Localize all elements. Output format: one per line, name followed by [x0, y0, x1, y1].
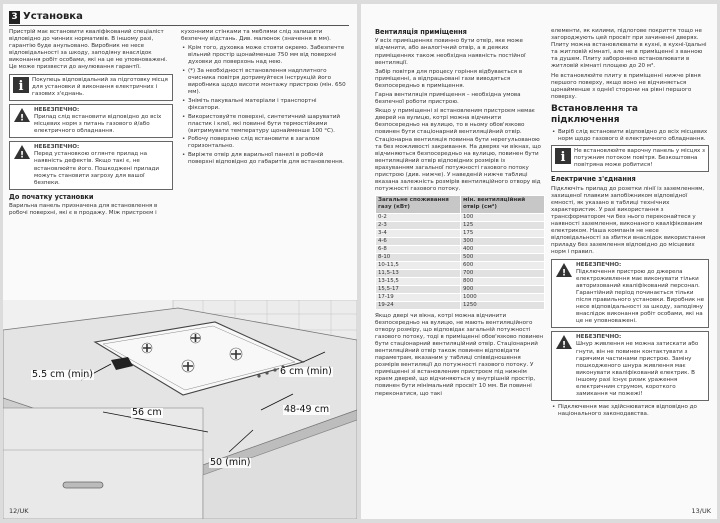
- table-row: [376, 285, 545, 293]
- page-number: 12/UK: [9, 506, 29, 515]
- section-title: Встановлення та підключення: [551, 103, 638, 126]
- table-header: мін. вентиляційний отвір (см²): [460, 196, 544, 213]
- gas-consumption-cell: 8-10: [376, 253, 461, 261]
- vent-opening-cell: 100: [460, 213, 544, 221]
- table-row: [376, 277, 545, 285]
- info-notice-text: Покупець відповідальний за підготовку місця для установки й виконання електричних і газових з'єднань.: [32, 76, 168, 97]
- svg-text:!: !: [561, 268, 567, 278]
- table-row: [376, 269, 545, 277]
- table-row: [376, 221, 545, 229]
- warning-triangle-icon: [555, 262, 573, 281]
- info-icon: [555, 148, 571, 167]
- svg-text:!: !: [19, 113, 25, 123]
- warning-text: Перед установкою оглянте прилад на наявність дефектів. Якщо такі є, не встановлюйте його. Пошкоджені прилади можуть становити загрозу для вашої безпеки.: [34, 151, 160, 186]
- vent-opening-cell: 1000: [460, 293, 544, 301]
- list-item: • Виріжте отвір для варильної панелі в робочій поверхні відповідно до габаритів для встановлення.: [181, 152, 349, 166]
- vent-opening-cell: 700: [460, 269, 544, 277]
- bullet-list: [551, 404, 709, 418]
- gas-consumption-cell: 10-11,5: [376, 261, 461, 269]
- table-row: [376, 301, 545, 309]
- dimension-label: 48-49 cm: [284, 404, 330, 415]
- ventilation-table: [375, 195, 545, 309]
- paragraph: Якщо у приміщенні зі встановленим пристроєм немає дверей на вулицю, котрі можна відчинити безпосередньо на вулицю, то в ньому обов'язково повинен бути стаціонарний вентиляційний отвір. Стаціонарна вентиляція повинна бути нерегульованою та без можливості закривання. На дверях чи вікнах, що відчиняються безпосередньо на вулицю, повинен бути вентиляційний отвір відповідних розмірів із врахуванням загальної потужності газового потоку пристрою (див. нижче). У наведеній нижче таблиці вказана залежність розмірів вентиляційного отвору від потужності газового потоку.: [375, 108, 541, 193]
- warning-box-2: [9, 141, 173, 190]
- table-body: [376, 213, 545, 309]
- bullet-list: [551, 129, 709, 143]
- table-row: [376, 245, 545, 253]
- gas-consumption-cell: 13-15,5: [376, 277, 461, 285]
- list-item: • Виріб слід встановити відповідно до всіх місцевих норм щодо газового й електричного обладнання.: [551, 129, 709, 143]
- right-column-2: [551, 28, 709, 506]
- left-column-2: [181, 29, 349, 299]
- warning-text: Шнур живлення не можна затискати або гнути, він не повинен контактувати з гарячими частинами пристрою. Заміну пошкодженого шнура живлення має виконувати кваліфікований електрик. В іншому разі існує ризик ураження електричним струмом, короткого замикання чи пожежі!: [576, 341, 699, 398]
- table-row: [376, 293, 545, 301]
- gas-consumption-cell: 17-19: [376, 293, 461, 301]
- list-item: • (*) За необхідності встановлення надплитного очисника повітря дотримуйтеся інструкцій його виробника щодо висоти монтажу пристрою (мін. 650 мм).: [181, 68, 349, 96]
- dimension-label: 56 cm: [132, 407, 162, 418]
- right-page: [361, 4, 717, 519]
- section-title: Установка: [23, 10, 83, 22]
- gas-consumption-cell: 4-6: [376, 237, 461, 245]
- paragraph: Гарна вентиляція приміщення – необхідна умова безпечної роботи пристрою.: [375, 92, 521, 106]
- dimension-label: 6 cm (min): [280, 366, 332, 377]
- gas-consumption-cell: 19-24: [376, 301, 461, 309]
- paragraph: Не встановлюйте плиту в приміщенні нижче рівня першого поверху, якщо воно не відчиняється щонайменше з однієї сторони на рівні першого поверху.: [551, 72, 701, 100]
- list-item: • Підключення має здійснюватися відповідно до національного законодавства.: [551, 404, 709, 418]
- dimension-label: 50 (min): [210, 457, 251, 468]
- gas-consumption-cell: 0-2: [376, 213, 461, 221]
- vent-opening-cell: 300: [460, 237, 544, 245]
- column-lead: кухонними стінками та меблями слід залишити безпечну відстань. Див. малюнок (значення в мм).: [181, 29, 331, 43]
- vent-opening-cell: 600: [460, 261, 544, 269]
- vent-opening-cell: 900: [460, 285, 544, 293]
- table-row: [376, 213, 545, 221]
- list-item: • Крім того, духовка може стояти окремо. Забезпечте вільний простір щонайменше 750 мм від поверхні духовки до поверхонь над нею.: [181, 45, 349, 66]
- subsection-paragraph: Варильна панель призначена для встановлення в робочі поверхні, які є в продажу. Між пристроєм і: [9, 203, 158, 217]
- info-notice: [9, 74, 173, 101]
- svg-text:!: !: [561, 340, 567, 351]
- header-rule: [9, 25, 349, 26]
- left-page: [3, 4, 357, 519]
- list-item: • Зніміть пакувальні матеріали і транспортні фіксатори.: [181, 98, 349, 112]
- dimension-label: 5.5 cm (min): [32, 369, 93, 380]
- gas-consumption-cell: 6-8: [376, 245, 461, 253]
- svg-text:i: i: [560, 149, 566, 164]
- paragraph: Підключіть прилад до розетки лінії із заземленням, захищеної плавким запобіжником відповідної ємності, як указано в таблиці технічних характеристик. У разі використання з трансформатором чи без нього переконайтеся у наявності заземлення, виконаного кваліфікованим електриком. Наша компанія не несе відповідальності за збитки внаслідок використання приладу без заземлення відповідно до місцевих норм і правил.: [551, 185, 706, 256]
- list-item: • Робочу поверхню слід встановити в загалом горизонтально.: [181, 136, 349, 150]
- table-row: [376, 253, 545, 261]
- table-row: [376, 237, 545, 245]
- left-column-1: [9, 29, 173, 299]
- warning-title: НЕБЕЗПЕЧНО:: [576, 334, 622, 341]
- bullet-list: [181, 45, 349, 166]
- warning-triangle-icon: [555, 334, 573, 353]
- section-header: [9, 10, 83, 24]
- installation-diagram: [3, 300, 357, 519]
- warning-triangle-icon: [13, 144, 31, 163]
- paragraph: Якщо двері чи вікна, котрі можна відчинити безпосередньо на вулицю, не мають вентиляційного отвору розміру, що відповідає загальній потужності газового потоку, тоді в приміщенні обов'язково повинен бути стаціонарний вентиляційний отвір. Стаціонарний вентиляційний отвір також повинен відповідати параметрам, вказаним у таблиці співвідношення розмірів вентиляції до потужності газового потоку. У приміщенні зі встановленим пристроєм під нижнім краєм дверей, що відчиняються у внутрішній простір, повинен бути мінімальний просвіт 10 мм. Ви повинні переконатися, що такі: [375, 312, 544, 397]
- warning-title: НЕБЕЗПЕЧНО:: [576, 261, 622, 268]
- warning-text: Підключення пристрою до джерела електроживлення має виконувати тільки авторизований кваліфікований персонал. Гарантійний період починається тільки після правильного установки. Виробник не несе відповідальності за шкоду, заподіяну внаслідок виконання робіт особами, які на це не уповноважені.: [576, 268, 705, 325]
- right-column-1: [375, 28, 545, 506]
- page-number: 13/UK: [691, 506, 711, 515]
- gas-consumption-cell: 3-4: [376, 229, 461, 237]
- list-item: • Використовуйте поверхні, синтетичний шаруватий пластик і клеї, які повинні бути термостійкими (витримувати температуру щонайменше 100 °C).: [181, 114, 349, 135]
- table-row: [376, 261, 545, 269]
- info-notice: [551, 145, 709, 172]
- subsection-title: Електричне з'єднання: [551, 175, 636, 184]
- vent-opening-cell: 1250: [460, 301, 544, 309]
- info-icon: [13, 77, 29, 96]
- subsection-title: До початку установки: [9, 192, 94, 201]
- paragraph: елементи, як килими, підлогове покриття тощо не загороджують цей просвіт при зачиненні дверях. Плиту можна встановлювати в кухні, в кухні-їдальні та житловій кімнаті, але не в приміщенні з ванною та душем. Плиту заборонено встановлювати в житловій кімнаті площею до 20 м³.: [551, 28, 707, 70]
- gas-consumption-cell: 15,5-17: [376, 285, 461, 293]
- warning-triangle-icon: [13, 107, 31, 126]
- table-header: Загальне споживання газу (кВт): [376, 196, 461, 213]
- info-notice-text: Не встановлюйте варочну панель у місцях з потужним потоком повітря. Безкоштовна повітряна може робитися!: [574, 147, 706, 169]
- warning-title: НЕБЕЗПЕЧНО:: [34, 144, 80, 151]
- vent-opening-cell: 800: [460, 277, 544, 285]
- intro-paragraph: Пристрій має встановити кваліфікований спеціаліст відповідно до чинних нормативів. В іншому разі, гарантію буде анульовано. Виробник не несе відповідальності за шкоду, заподіяну внаслідок виконання робіт особами, які на це не уповноважені. Це може призвести до анулювання гарантії.: [9, 29, 168, 71]
- svg-text:!: !: [19, 150, 25, 161]
- subsection-title: Вентиляція приміщення: [375, 28, 467, 36]
- vent-opening-cell: 400: [460, 245, 544, 253]
- paragraph: У всіх приміщеннях повинно бути отвір, яке може відчинити, або аналогічний отвір, а в деяких приміщеннях також необхідна наявність постійної вентиляції.: [375, 38, 526, 66]
- warning-text: Прилад слід встановити відповідно до всіх місцевих норм з питань газового й/або електричного обладнання.: [34, 113, 162, 135]
- paragraph: Забір повітря для процесу горіння відбувається в приміщенні, а відпрацьовані гази виводяться безпосередньо в приміщення.: [375, 68, 523, 89]
- svg-text:i: i: [18, 78, 24, 93]
- warning-title: НЕБЕЗПЕЧНО:: [34, 106, 80, 113]
- warning-box-2: [551, 331, 709, 401]
- gas-consumption-cell: 11,5-13: [376, 269, 461, 277]
- warning-box-1: [551, 259, 709, 329]
- vent-opening-cell: 125: [460, 221, 544, 229]
- vent-opening-cell: 175: [460, 229, 544, 237]
- warning-box-1: [9, 104, 173, 138]
- section-number: 3: [9, 11, 20, 24]
- table-row: [376, 229, 545, 237]
- gas-consumption-cell: 2-3: [376, 221, 461, 229]
- vent-opening-cell: 500: [460, 253, 544, 261]
